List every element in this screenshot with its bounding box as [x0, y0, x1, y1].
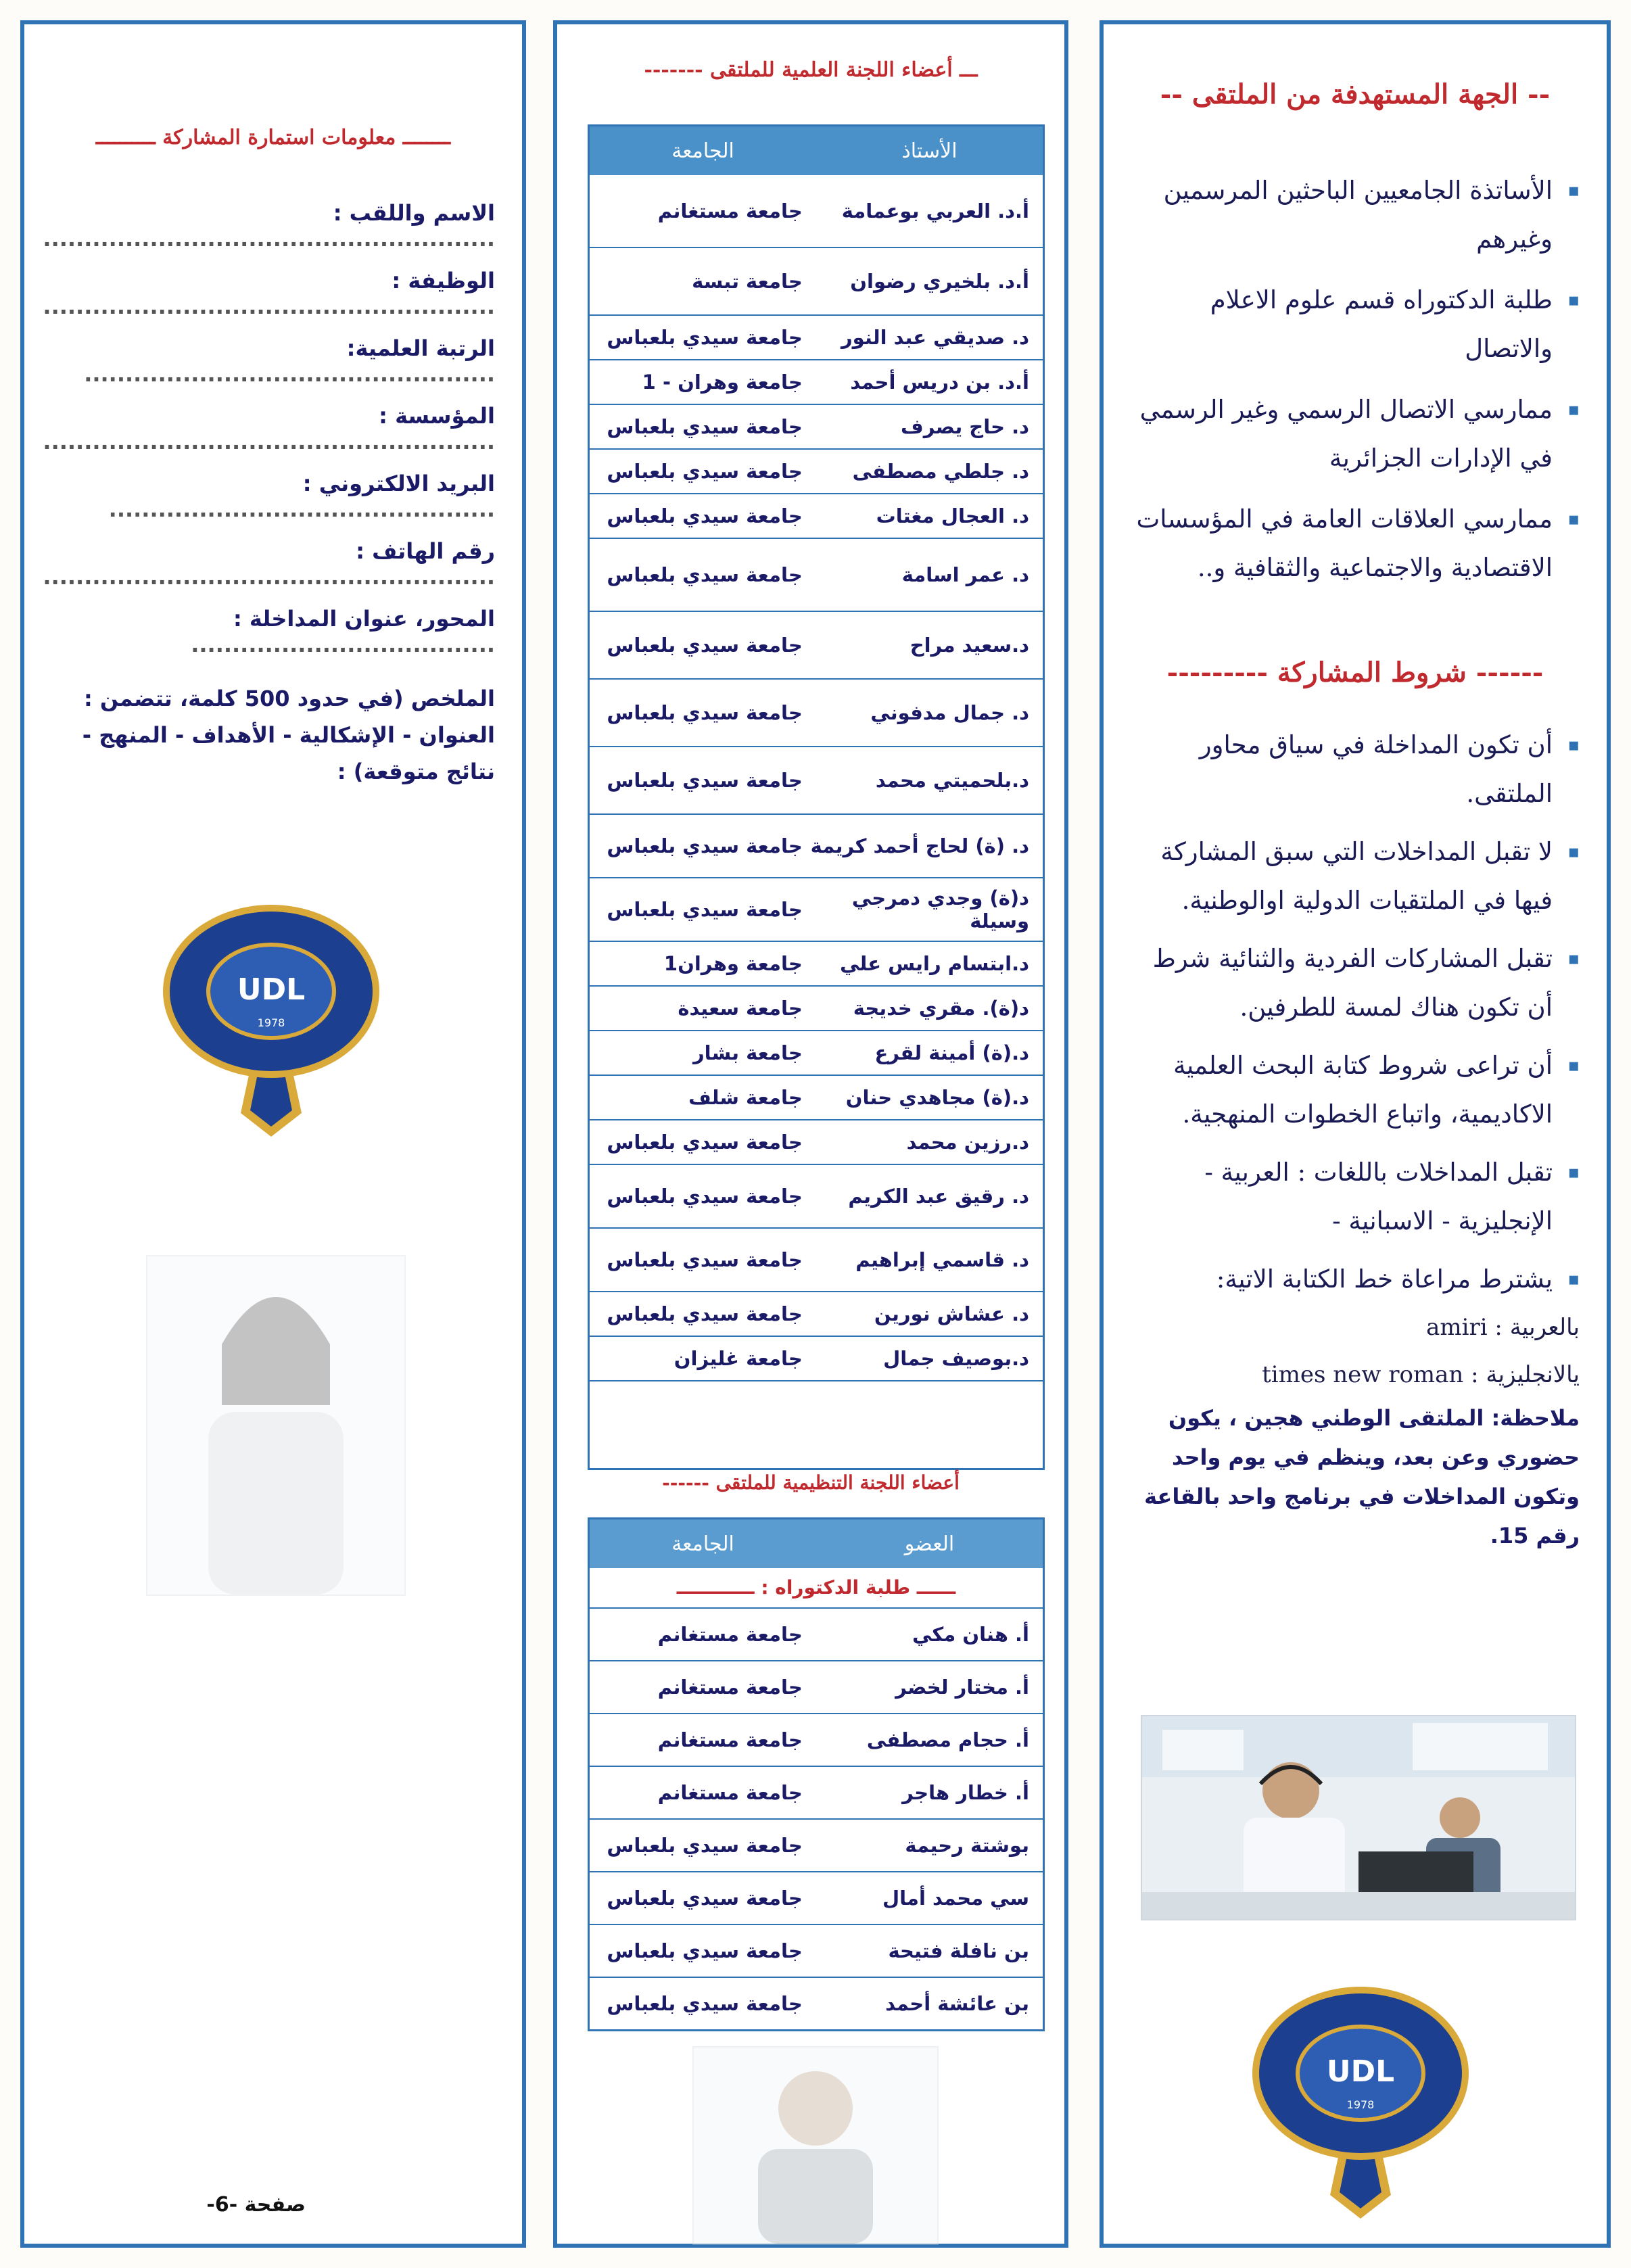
- field-label: المحور، عنوان المداخلة :: [233, 606, 495, 632]
- member-name: بن نافلة فتيحة: [888, 1939, 1029, 1962]
- field-fill: .......................................................: [43, 226, 495, 252]
- organizing-table-body: [590, 1609, 1043, 2031]
- form-field-job[interactable]: [43, 268, 495, 319]
- middle-panel: [553, 20, 1068, 2248]
- table-row: [590, 942, 1043, 987]
- form-field-rank[interactable]: [51, 335, 495, 387]
- table-row: [590, 612, 1043, 680]
- member-university: جامعة سيدي بلعباس: [607, 1248, 803, 1271]
- member-name: د. قاسمي إبراهيم: [855, 1248, 1029, 1271]
- university-logo: [1249, 1979, 1472, 2222]
- table-row: [590, 815, 1043, 878]
- scientific-table-body: [590, 175, 1043, 1381]
- logo-text: UDL: [237, 972, 306, 1007]
- right-panel: [1100, 20, 1611, 2248]
- table-row: [590, 539, 1043, 612]
- table-row: [590, 405, 1043, 450]
- member-name: د. صديقي عبد النور: [841, 326, 1029, 349]
- member-name: د.(ة) أمينة لقرع: [874, 1041, 1029, 1064]
- table-row: [590, 1165, 1043, 1229]
- member-university: جامعة سيدي بلعباس: [607, 1992, 803, 2015]
- member-name: د.سعيد مراح: [909, 634, 1029, 657]
- member-name: أ. حجام مصطفى: [866, 1728, 1029, 1751]
- member-name: أ.د. العربي بوعمامة: [841, 199, 1029, 222]
- member-university: جامعة وهران - 1: [642, 371, 803, 394]
- form-field-axis[interactable]: [51, 606, 495, 657]
- form-field-abstract[interactable]: الملخص (في حدود 500 كلمة، تتضمن : العنوان - الإشكالية - الأهداف - المنهج - نتائج متوقعة) :: [82, 686, 495, 784]
- member-name: د. (ة) لحاج أحمد كريمة: [810, 834, 1029, 857]
- table-row: [590, 1714, 1043, 1767]
- member-name: د.بوصيف جمال: [883, 1347, 1029, 1370]
- organizing-table-header: [590, 1519, 1043, 1568]
- field-label: رقم الهاتف :: [356, 538, 495, 564]
- table-row: [590, 1661, 1043, 1714]
- logo-year: 1978: [257, 1016, 285, 1029]
- member-name: د. رقيق عبد الكريم: [848, 1185, 1029, 1208]
- member-university: جامعة سيدي بلعباس: [607, 634, 803, 657]
- member-university: جامعة سيدي بلعباس: [607, 1185, 803, 1208]
- table-row: [590, 1925, 1043, 1978]
- member-university: جامعة مستغانم: [657, 199, 803, 222]
- table-row: [590, 987, 1043, 1031]
- table-row: [590, 1978, 1043, 2031]
- member-university: جامعة سيدي بلعباس: [607, 460, 803, 483]
- member-name: د. عشاش نورين: [874, 1302, 1029, 1325]
- member-name: بن عائشة أحمد: [885, 1992, 1029, 2015]
- field-fill: ..................................................: [84, 361, 495, 387]
- organizing-table: [588, 1517, 1045, 2031]
- member-university: جامعة سيدي بلعباس: [607, 563, 803, 586]
- header-university: الجامعة: [671, 1532, 734, 1556]
- table-row: [590, 747, 1043, 815]
- field-fill: .......................................................: [43, 293, 495, 319]
- field-fill: .....................................: [191, 632, 495, 657]
- member-university: جامعة سيدي بلعباس: [607, 1887, 803, 1910]
- member-university: جامعة غليزان: [673, 1347, 803, 1370]
- member-name: أ. خطار هاجر: [902, 1781, 1029, 1804]
- table-row: [590, 1820, 1043, 1872]
- audience-list: [1131, 166, 1580, 592]
- condition-item: ▪ أن تكون المداخلة في سياق محاور الملتقى.: [1131, 721, 1580, 818]
- condition-item: ▪ أن تراعى شروط كتابة البحث العلمية الاكاديمية، واتباع الخطوات المنهجية.: [1131, 1041, 1580, 1139]
- office-photo: [1141, 1715, 1576, 1920]
- member-name: د. جلطي مصطفى: [852, 460, 1029, 483]
- member-name: سي محمد أمال: [882, 1887, 1029, 1910]
- form-field-email[interactable]: [51, 471, 495, 522]
- member-university: جامعة سيدي بلعباس: [607, 1834, 803, 1857]
- faded-woman-photo: [146, 1255, 406, 1596]
- member-university: جامعة سيدي بلعباس: [607, 326, 803, 349]
- member-name: د.بلحميتي محمد: [875, 769, 1029, 792]
- field-fill: .......................................................: [43, 429, 495, 454]
- member-name: د.رزين محمد: [906, 1131, 1029, 1154]
- member-name: د. العجال مغتات: [876, 504, 1029, 527]
- table-row: [590, 360, 1043, 405]
- member-university: جامعة سيدي بلعباس: [607, 834, 803, 857]
- member-university: جامعة بشار: [692, 1041, 803, 1064]
- member-name: د. عمر اسامة: [901, 563, 1029, 586]
- audience-item: ▪ ممارسي العلاقات العامة في المؤسسات الاقتصادية والاجتماعية والثقافية و..: [1131, 495, 1580, 592]
- member-university: جامعة شلف: [688, 1086, 803, 1109]
- table-row: [590, 1292, 1043, 1337]
- member-name: أ. هنان مكي: [912, 1623, 1029, 1646]
- form-field-phone[interactable]: [43, 538, 495, 590]
- scientific-title: ـــ أعضاء اللجنة العلمية للملتقى -------: [644, 58, 978, 82]
- scientific-table-header: [590, 126, 1043, 175]
- condition-item: ▪ يشترط مراعاة خط الكتابة الاتية:: [1131, 1255, 1580, 1304]
- form-field-institution[interactable]: [43, 403, 495, 454]
- font-arabic: بالعربية : amiri: [1426, 1314, 1580, 1341]
- conditions-list: [1131, 721, 1580, 1555]
- member-university: جامعة تبسة: [692, 270, 803, 293]
- table-row: [590, 1767, 1043, 1820]
- member-name: أ.د. بن دريس أحمد: [850, 371, 1029, 394]
- member-university: جامعة سيدي بلعباس: [607, 504, 803, 527]
- field-label: المؤسسة :: [379, 403, 495, 429]
- condition-item: ▪ تقبل المداخلات باللغات : العربية - الإنجليزية - الاسبانية -: [1131, 1148, 1580, 1246]
- member-name: أ.د. بلخيري رضوان: [850, 270, 1029, 293]
- university-logo: [160, 897, 383, 1140]
- audience-item: ▪ طلبة الدكتوراه قسم علوم الاعلام والاتصال: [1131, 276, 1580, 373]
- field-label: الاسم واللقب :: [333, 200, 495, 226]
- form-title: ــــــــ معلومات استمارة المشاركة ــــــــــ: [95, 126, 451, 149]
- field-fill: ...............................................: [108, 496, 495, 522]
- member-university: جامعة سيدي بلعباس: [607, 1302, 803, 1325]
- member-university: جامعة سيدي بلعباس: [607, 701, 803, 724]
- table-row: [590, 1609, 1043, 1661]
- field-label: الوظيفة :: [392, 268, 495, 293]
- logo-text: UDL: [1326, 2054, 1395, 2089]
- font-english: يالانجليزية : times new roman: [1262, 1361, 1580, 1388]
- table-row: [590, 1337, 1043, 1381]
- member-university: جامعة مستغانم: [657, 1781, 803, 1804]
- conditions-title: ------ شروط المشاركة ---------: [1166, 657, 1544, 688]
- table-row: [590, 316, 1043, 360]
- header-professor: الأستاذ: [901, 139, 958, 163]
- table-row: [590, 1229, 1043, 1292]
- member-university: جامعة مستغانم: [657, 1623, 803, 1646]
- table-row: [590, 1031, 1043, 1076]
- header-member: العضو: [904, 1532, 955, 1556]
- field-label: الرتبة العلمية:: [346, 335, 495, 361]
- table-row: [590, 248, 1043, 316]
- table-row: [590, 175, 1043, 248]
- member-university: جامعة سيدي بلعباس: [607, 415, 803, 438]
- field-fill: .......................................................: [43, 564, 495, 590]
- member-university: جامعة مستغانم: [657, 1728, 803, 1751]
- member-name: د.(ة) مجاهدي حنان: [845, 1086, 1029, 1109]
- logo-year: 1978: [1346, 2098, 1375, 2111]
- member-university: جامعة سيدي بلعباس: [607, 898, 803, 921]
- note: ملاحظة: الملتقى الوطني هجين ، يكون حضوري وعن بعد، وينظم في يوم واحد وتكون المداخلات في برنامج واحد بالقاعة رقم 15.: [1144, 1405, 1580, 1549]
- condition-item: ▪ لا تقبل المداخلات التي سبق المشاركة فيها في الملتقيات الدولية اوالوطنية.: [1131, 828, 1580, 925]
- faded-photo: [692, 2046, 939, 2245]
- header-university: الجامعة: [671, 139, 734, 163]
- member-university: جامعة سيدي بلعباس: [607, 1131, 803, 1154]
- table-row: [590, 680, 1043, 747]
- audience-item: ▪ الأساتذة الجامعيين الباحثين المرسمين وغيرهم: [1131, 166, 1580, 264]
- member-university: جامعة سيدي بلعباس: [607, 769, 803, 792]
- member-university: جامعة سيدي بلعباس: [607, 1939, 803, 1962]
- table-row: [590, 494, 1043, 539]
- form-field-name[interactable]: [43, 200, 495, 252]
- scientific-table: [588, 124, 1045, 1470]
- field-label: البريد الالكتروني :: [302, 471, 495, 496]
- member-name: د(ة) وجدي دمرجي وسيلة: [851, 887, 1029, 932]
- member-university: جامعة سعيدة: [678, 997, 803, 1020]
- audience-title: -- الجهة المستهدفة من الملتقى --: [1160, 78, 1551, 110]
- audience-item: ▪ ممارسي الاتصال الرسمي وغير الرسمي في الإدارات الجزائرية: [1131, 385, 1580, 483]
- phd-title: ــــــ طلبة الدكتوراه : ــــــــــــ: [590, 1568, 1043, 1609]
- condition-item: ▪ تقبل المشاركات الفردية والثنائية شرط أن تكون هناك لمسة للطرفين.: [1131, 935, 1580, 1032]
- table-row: [590, 450, 1043, 494]
- left-panel: [20, 20, 526, 2248]
- member-university: جامعة مستغانم: [657, 1676, 803, 1699]
- page-number: صفحة -6-: [206, 2193, 306, 2217]
- table-row: [590, 1120, 1043, 1165]
- member-name: د. جمال مدفوني: [870, 701, 1029, 724]
- member-university: جامعة وهران1: [663, 952, 803, 975]
- organizing-title: أعضاء اللجنة التنظيمية للملتقى ------: [662, 1471, 960, 1494]
- table-row: [590, 878, 1043, 942]
- member-name: د.ابتسام رايس علي: [840, 952, 1029, 975]
- member-name: د. حاج يصرف: [901, 415, 1029, 438]
- member-name: بوشتة رحيمة: [905, 1834, 1029, 1857]
- table-row: [590, 1076, 1043, 1120]
- member-name: د(ة). مقري خديجة: [853, 997, 1029, 1020]
- table-row: [590, 1872, 1043, 1925]
- member-name: أ. مختار لخضر: [895, 1676, 1029, 1699]
